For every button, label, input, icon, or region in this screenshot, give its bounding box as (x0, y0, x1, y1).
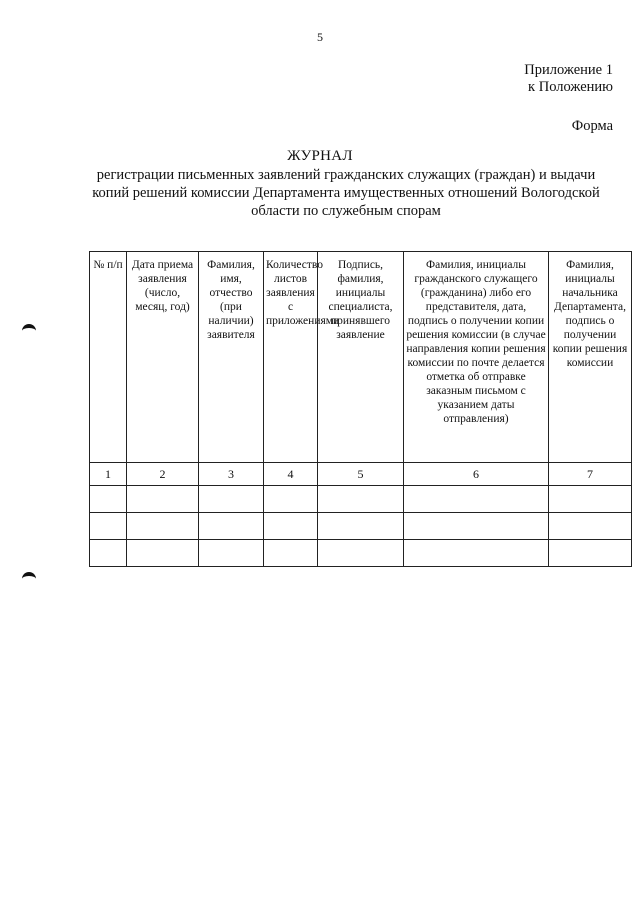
table-cell (199, 513, 264, 540)
table-cell (549, 513, 632, 540)
document-subtitle: регистрации письменных заявлений гражданских служащих (граждан) и выдачи копий решений комиссии Департамента имущественных отношений Вологодской области по служебным спорам (92, 167, 600, 219)
appendix-line-2: к Положению (528, 79, 613, 95)
table-cell (404, 540, 549, 567)
column-number-cell: 7 (549, 463, 632, 486)
table-cell (127, 513, 199, 540)
binder-hole-mark (22, 324, 36, 337)
table-cell (318, 540, 404, 567)
header-cell-receipt-copy: Фамилия, инициалы гражданского служащего (гражданина) либо его представителя, дата, подпись о получении копии решения комиссии (в случае направления копии решения комиссии по почте делается отметка об отправке заказным письмом с указанием даты отправления) (404, 252, 549, 463)
table-cell (404, 513, 549, 540)
column-number-cell: 2 (127, 463, 199, 486)
table-cell (404, 486, 549, 513)
column-number-cell: 6 (404, 463, 549, 486)
header-row (90, 252, 632, 463)
table-cell (127, 486, 199, 513)
journal-table (89, 251, 632, 567)
header-cell-sheet-count: Количество листов заявления с приложениями (264, 252, 318, 463)
table-row (90, 540, 632, 567)
appendix-line-1: Приложение 1 (524, 62, 613, 78)
page-number: 5 (317, 30, 323, 44)
table-cell (318, 513, 404, 540)
column-number-cell: 3 (199, 463, 264, 486)
table-cell (264, 486, 318, 513)
table-row (90, 486, 632, 513)
table-cell (264, 540, 318, 567)
header-cell-applicant-name: Фамилия, имя, отчество (при наличии) заявителя (199, 252, 264, 463)
table-cell (199, 486, 264, 513)
table-cell (318, 486, 404, 513)
table-cell (90, 486, 127, 513)
table-row (90, 513, 632, 540)
column-number-row (90, 463, 632, 486)
column-number-cell: 1 (90, 463, 127, 486)
table-cell (199, 540, 264, 567)
header-cell-specialist: Подпись, фамилия, инициалы специалиста, принявшего заявление (318, 252, 404, 463)
header-cell-date: Дата приема заявления (число, месяц, год) (127, 252, 199, 463)
table-cell (127, 540, 199, 567)
table-cell (90, 513, 127, 540)
document-title: ЖУРНАЛ (287, 148, 353, 164)
form-label: Форма (571, 118, 613, 134)
header-cell-head-receipt: Фамилия, инициалы начальника Департамента, подпись о получении копии решения комиссии (549, 252, 632, 463)
appendix-reference (524, 62, 613, 96)
table-cell (549, 486, 632, 513)
table-cell (90, 540, 127, 567)
column-number-cell: 4 (264, 463, 318, 486)
table-cell (264, 513, 318, 540)
header-cell-number: № п/п (90, 252, 127, 463)
column-number-cell: 5 (318, 463, 404, 486)
binder-hole-mark (22, 572, 36, 585)
table-cell (549, 540, 632, 567)
